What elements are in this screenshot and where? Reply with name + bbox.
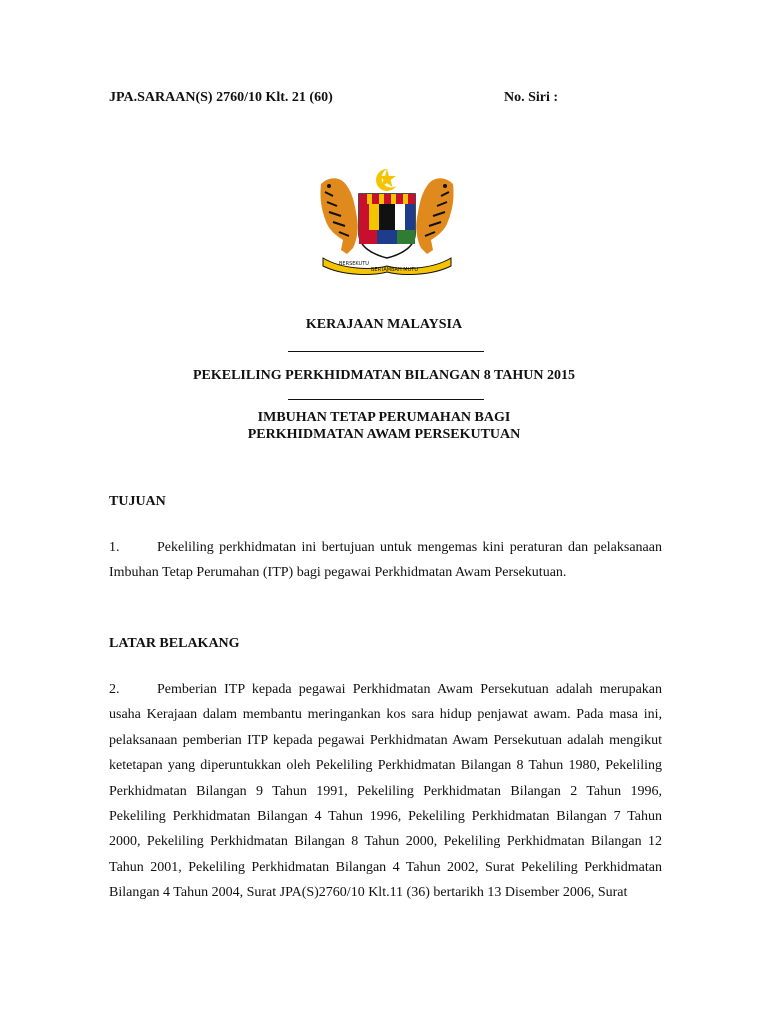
paragraph-2 bbox=[109, 677, 662, 906]
subject-title-line-1: IMBUHAN TETAP PERUMAHAN BAGI bbox=[257, 410, 511, 425]
circular-title: PEKELILING PERKHIDMATAN BILANGAN 8 TAHUN 2015 bbox=[192, 368, 576, 383]
crest-banner-center-text: BERTAMBAH MUTU bbox=[371, 267, 418, 273]
coat-of-arms-logo bbox=[313, 166, 461, 276]
paragraph-number: 1. bbox=[109, 540, 120, 555]
paragraph-text: Pemberian ITP kepada pegawai Perkhidmatan Awam Persekutuan adalah merupakan usaha Kerajaan dalam membantu meringankan kos sara hidup penjawat awam. Pada masa ini, pelaksanaan pemberian ITP kepada pegawai Perkhidmatan Awam Persekutuan adalah mengikut ketetapan yang diperuntukkan oleh Pekeliling Perkhidmatan Bilangan 8 Tahun 1980, Pekeliling Perkhidmatan Bilangan 9 Tahun 1991, Pekeliling Perkhidmatan Bilangan 2 Tahun 1996, Pekeliling Perkhidmatan Bilangan 4 Tahun 1996, Pekeliling Perkhidmatan Bilangan 7 Tahun 2000, Pekeliling Perkhidmatan Bilangan 8 Tahun 2000, Pekeliling Perkhidmatan Bilangan 12 Tahun 2001, Pekeliling Perkhidmatan Bilangan 4 Tahun 2002, Surat Pekeliling Perkhidmatan Bilangan 4 Tahun 2004, Surat JPA(S)2760/10 Klt.11 (36) bertarikh 13 Disember 2006, Surat bbox=[109, 682, 662, 901]
reference-number: JPA.SARAAN(S) 2760/10 Klt. 21 (60) bbox=[109, 90, 333, 105]
paragraph-number: 2. bbox=[109, 682, 120, 697]
paragraph-1 bbox=[109, 535, 662, 586]
subject-title bbox=[0, 409, 768, 443]
subject-title-line-2: PERKHIDMATAN AWAM PERSEKUTUAN bbox=[247, 427, 521, 442]
divider-line bbox=[288, 399, 484, 400]
section-heading-tujuan: TUJUAN bbox=[109, 494, 166, 509]
government-title: KERAJAAN MALAYSIA bbox=[305, 317, 463, 332]
paragraph-text: Pekeliling perkhidmatan ini bertujuan untuk mengemas kini peraturan dan pelaksanaan Imbuhan Tetap Perumahan (ITP) bagi pegawai Perkhidmatan Awam Persekutuan. bbox=[109, 540, 662, 581]
section-heading-latar-belakang: LATAR BELAKANG bbox=[109, 636, 240, 651]
divider-line bbox=[288, 351, 484, 352]
serial-number-label: No. Siri : bbox=[504, 90, 559, 105]
crest-banner-left-text: BERSEKUTU bbox=[339, 261, 369, 267]
